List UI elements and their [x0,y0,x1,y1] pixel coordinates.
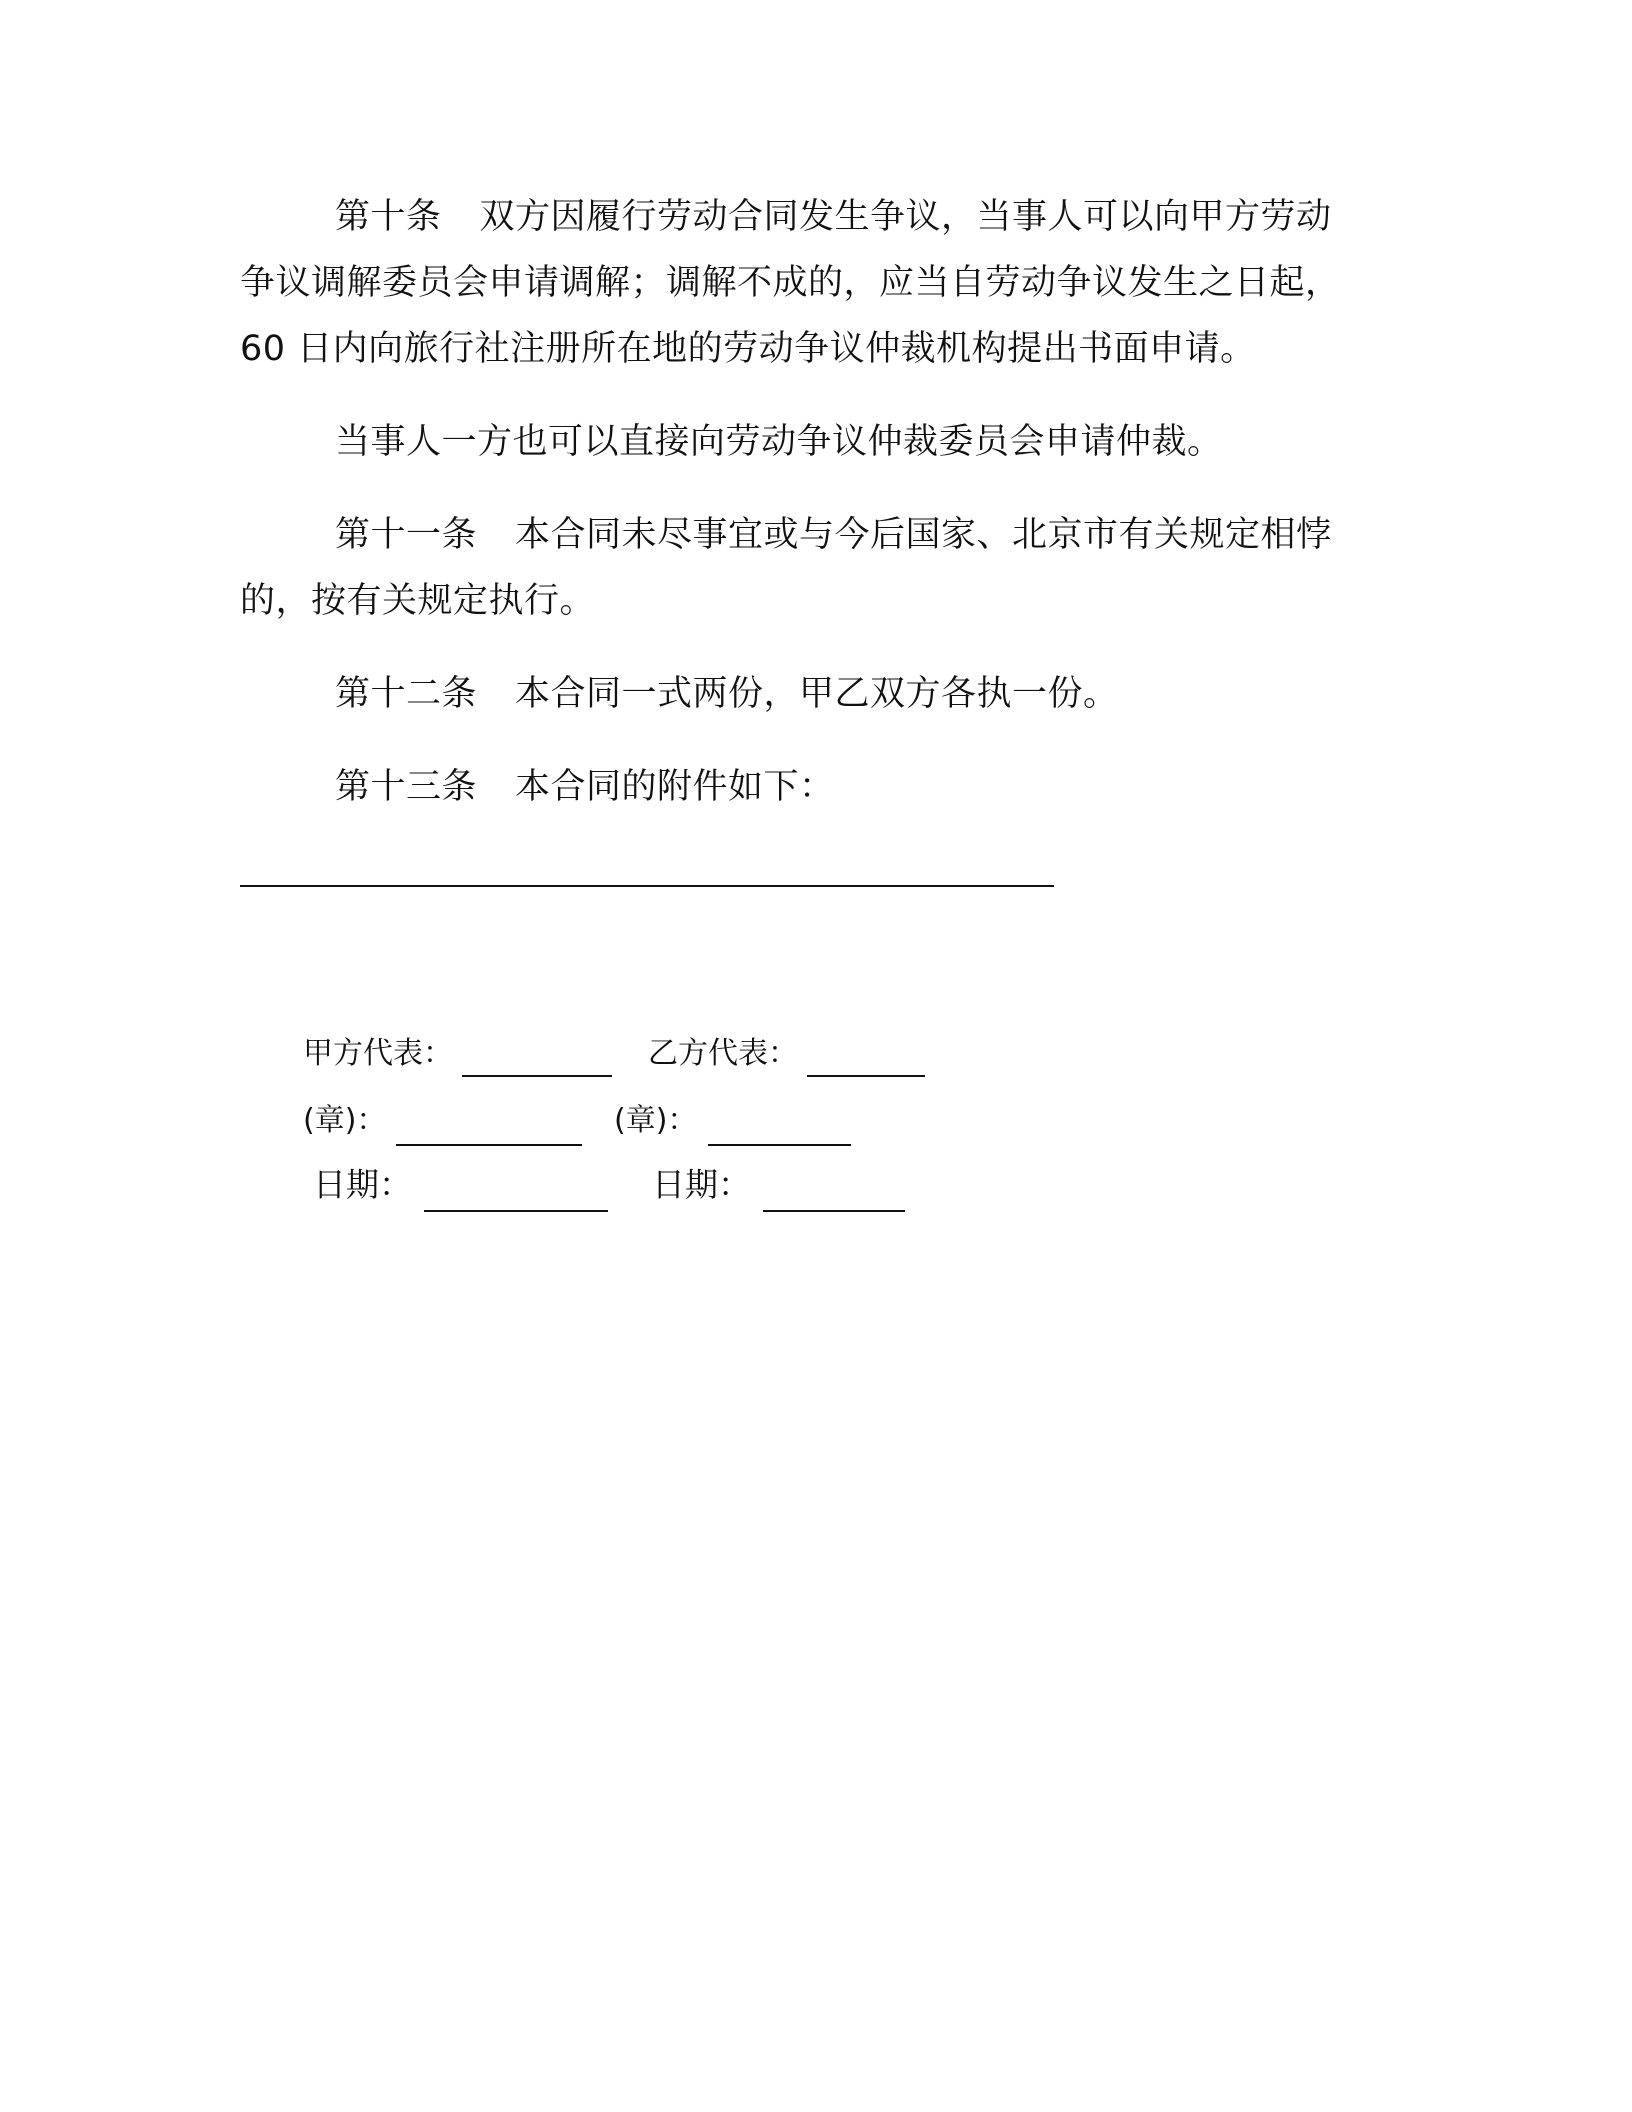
party-a-date-label: 日期： [313,1165,412,1204]
article-10-line-1 [335,193,1400,241]
party-a-rep-label: 甲方代表： [303,1036,453,1071]
article-11-text-1: 本合同未尽事宜或与今后国家、北京市有关规定相悖 [515,515,1332,555]
party-a-seal-blank [396,1144,582,1146]
party-a-date-blank [424,1210,608,1212]
article-10-text-1: 双方因履行劳动合同发生争议，当事人可以向甲方劳动 [479,197,1332,237]
article-12 [335,670,1400,718]
party-a-rep-blank [462,1075,612,1077]
article-12-text: 本合同一式两份，甲乙双方各执一份。 [515,674,1119,714]
party-b-date-blank [763,1210,905,1212]
article-11-line-2: 的，按有关规定执行。 [240,581,596,621]
party-b-rep-label: 乙方代表： [648,1036,798,1071]
article-10-number: 第十条 [335,197,442,237]
party-b-date-label: 日期： [652,1165,751,1204]
article-10-paragraph-2: 当事人一方也可以直接向劳动争议仲裁委员会申请仲裁。 [335,422,1223,462]
party-b-seal-label: (章)： [614,1103,698,1138]
article-13 [335,763,1400,811]
article-11-line-1 [335,511,1400,559]
party-b-seal-blank [708,1144,851,1146]
party-b-rep-blank [807,1075,925,1077]
article-11-number: 第十一条 [335,515,478,555]
article-10-line-2: 争议调解委员会申请调解；调解不成的，应当自劳动争议发生之日起， [240,263,1341,303]
article-13-text: 本合同的附件如下： [515,767,835,807]
article-12-number: 第十二条 [335,674,478,714]
party-a-seal-label: (章)： [303,1103,387,1138]
attachment-blank-line [240,885,1054,887]
article-13-number: 第十三条 [335,767,478,807]
article-10-line-3: 60 日内向旅行社注册所在地的劳动争议仲裁机构提出书面申请。 [240,329,1256,369]
